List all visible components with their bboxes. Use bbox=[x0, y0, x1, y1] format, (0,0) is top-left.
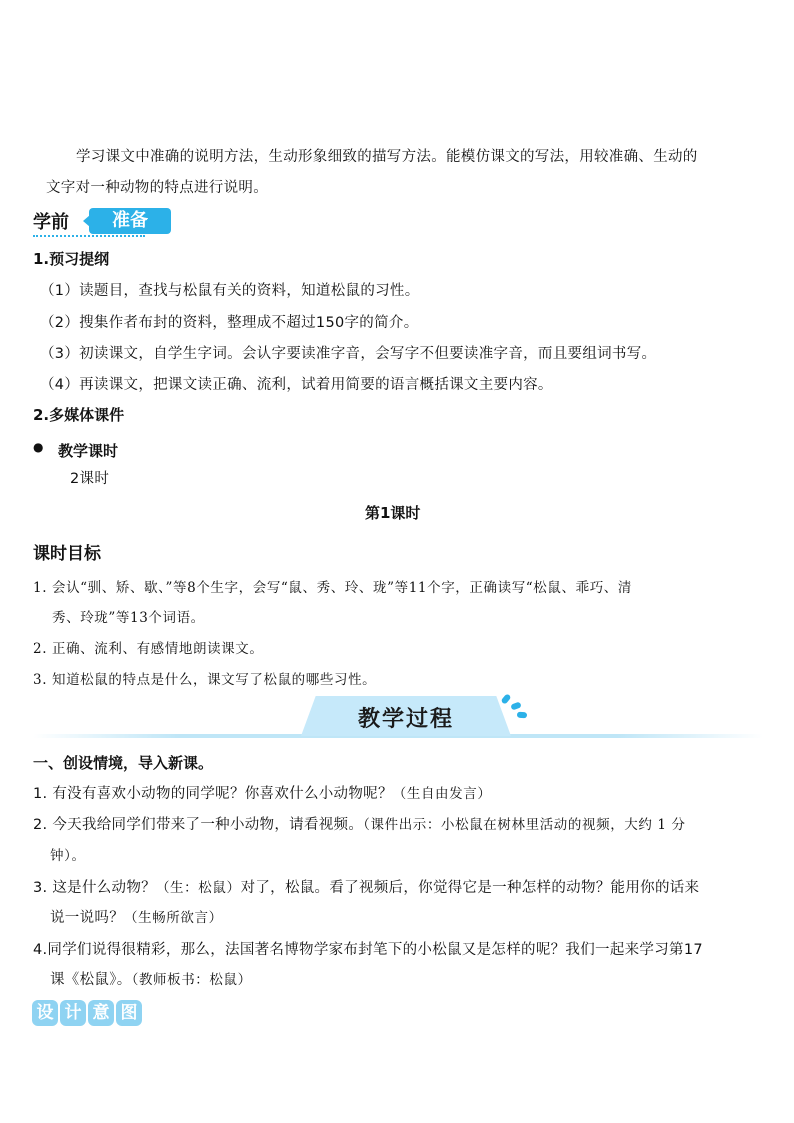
hours-title: 教学课时 bbox=[58, 442, 119, 460]
prep-sub-4: （4）再读课文，把课文读正确、流利，试着用简要的语言概括课文主要内容。 bbox=[40, 377, 553, 393]
question-3-line-2-text: 说一说吗？ bbox=[50, 910, 124, 926]
goal-2: 2. 正确、流利、有感情地朗读课文。 bbox=[33, 641, 264, 657]
question-2-note: （课件出示：小松鼠在树林里活动的视频，大约 1 分 bbox=[363, 817, 686, 833]
process-banner bbox=[33, 696, 763, 740]
prep-heading bbox=[33, 205, 148, 237]
design-intent-char: 图 bbox=[116, 1000, 142, 1026]
goal-1-line-1: 1. 会认“驯、矫、歇、”等8个生字，会写“鼠、秀、玲、珑”等11个字，正确读写“松鼠、乖巧、清 bbox=[33, 580, 632, 596]
prep-item-1-title: 1.预习提纲 bbox=[33, 250, 110, 268]
question-1-text: 1. 有没有喜欢小动物的同学呢？你喜欢什么小动物呢？ bbox=[33, 786, 393, 802]
question-3-note-1: （生：松鼠） bbox=[155, 880, 241, 896]
goals-title: 课时目标 bbox=[33, 544, 101, 564]
question-2-line-2: 钟）。 bbox=[50, 848, 86, 864]
design-intent-char: 计 bbox=[60, 1000, 86, 1026]
intro-line-1: 学习课文中准确的说明方法，生动形象细致的描写方法。能模仿课文的写法，用较准确、生动的 bbox=[76, 149, 698, 165]
design-intent-badge bbox=[32, 1000, 144, 1028]
prep-item-2-title: 2.多媒体课件 bbox=[33, 406, 125, 424]
splash-icon bbox=[510, 701, 521, 710]
question-3 bbox=[33, 876, 699, 897]
question-4-line-2 bbox=[50, 968, 252, 989]
prep-divider bbox=[33, 235, 145, 237]
period-title: 第1课时 bbox=[365, 504, 421, 522]
question-1-note: （生自由发言） bbox=[392, 786, 492, 802]
question-3-line-2 bbox=[50, 906, 223, 927]
goal-3: 3. 知道松鼠的特点是什么，课文写了松鼠的哪些习性。 bbox=[33, 672, 377, 688]
banner-title: 教学过程 bbox=[357, 707, 454, 732]
hours-value: 2课时 bbox=[70, 471, 110, 487]
prep-heading-left: 学前 bbox=[33, 212, 69, 233]
question-3-note-2: （生畅所欲言） bbox=[124, 910, 223, 926]
question-1 bbox=[33, 782, 491, 803]
question-3-text-a: 3. 这是什么动物？ bbox=[33, 880, 156, 896]
prep-sub-2: （2）搜集作者布封的资料，整理成不超过150字的简介。 bbox=[40, 315, 419, 331]
goal-1-line-2: 秀、玲珑”等13个词语。 bbox=[52, 610, 205, 626]
question-4-line-1: 4.同学们说得很精彩，那么，法国著名博物学家布封笔下的小松鼠又是怎样的呢？我们一起来学习第17 bbox=[33, 942, 703, 958]
question-3-text-b: 对了，松鼠。看了视频后，你觉得它是一种怎样的动物？能用你的话来 bbox=[240, 880, 700, 896]
prep-sub-1: （1）读题目，查找与松鼠有关的资料，知道松鼠的习性。 bbox=[40, 283, 420, 299]
question-4-line-2-text: 课《松鼠》。 bbox=[50, 972, 132, 988]
splash-icon bbox=[517, 712, 527, 719]
prep-sub-3: （3）初读课文，自学生字词。会认字要读准字音，会写字不但要读准字音，而且要组词书写。 bbox=[40, 346, 657, 362]
question-4-note: （教师板书：松鼠） bbox=[131, 972, 252, 988]
process-section-1: 一、创设情境，导入新课。 bbox=[33, 754, 214, 772]
question-2-text: 2. 今天我给同学们带来了一种小动物，请看视频。 bbox=[33, 817, 364, 833]
design-intent-char: 设 bbox=[32, 1000, 58, 1026]
prep-heading-tag: 准备 bbox=[89, 208, 171, 234]
design-intent-char: 意 bbox=[88, 1000, 114, 1026]
bullet-icon: ● bbox=[33, 440, 44, 454]
question-2 bbox=[33, 813, 686, 834]
intro-line-2: 文字对一种动物的特点进行说明。 bbox=[46, 180, 268, 196]
